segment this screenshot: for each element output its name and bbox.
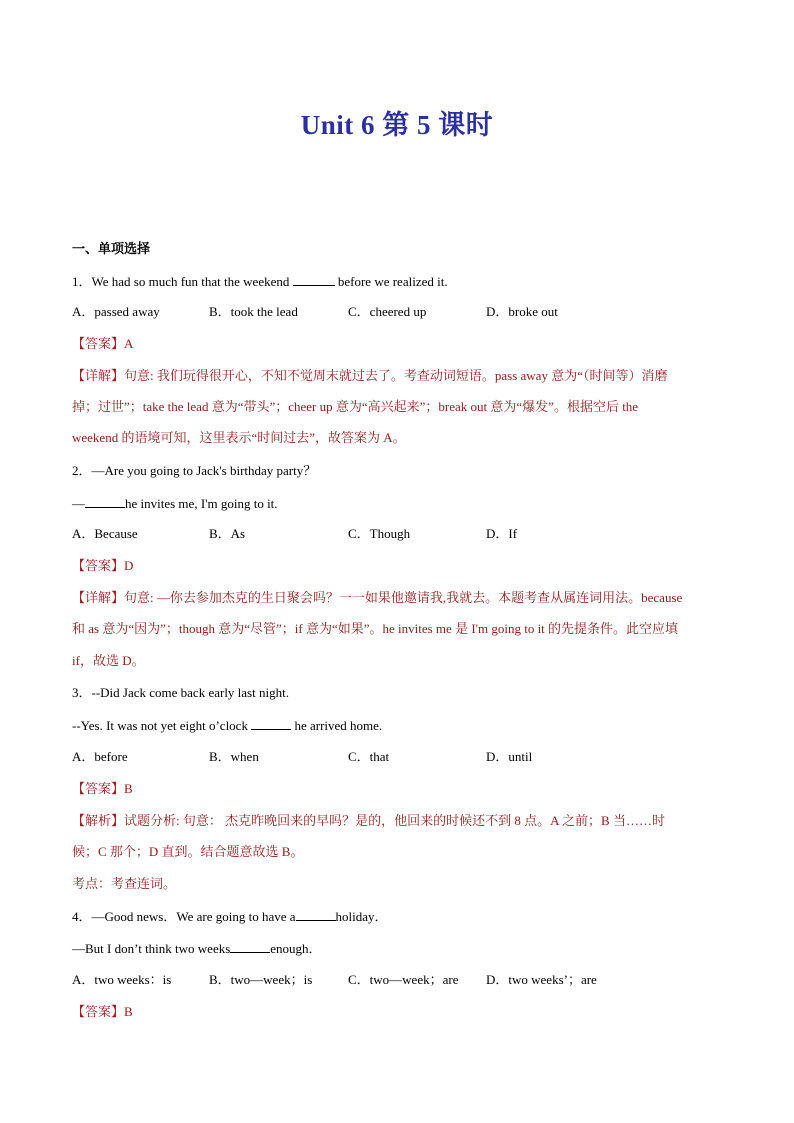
answer-value: A (124, 336, 134, 351)
question-2-reply (72, 493, 278, 514)
explanation-text: 句意: 我们玩得很开心，不知不觉周末就过去了。考查动词短语。pass away 意为“（时间等）消磨 (124, 368, 668, 383)
question-4-text-a: 4．—Good news．We are going to have a (72, 909, 296, 924)
answer-blank (85, 493, 125, 508)
page-title: Unit 6 第 5 课时 (300, 110, 494, 140)
option-a: A．Because (72, 526, 138, 541)
answer-blank (251, 715, 291, 730)
question-3-stem: 3．--Did Jack come back early last night. (72, 685, 289, 700)
explanation-line-1 (72, 588, 682, 608)
question-4-stem (72, 906, 388, 927)
option-d: D．two weeks’；are (486, 972, 597, 987)
explanation-tag: 【解析】 (72, 813, 125, 828)
key-point-line: 考点：考查连词。 (72, 876, 177, 891)
option-d: D．broke out (486, 304, 558, 319)
answer-value: B (124, 1004, 133, 1019)
question-2-text-a: — (72, 496, 85, 511)
question-1-stem (72, 271, 448, 292)
question-1-text-b: before we realized it. (334, 274, 448, 289)
answer-tag: 【答案】 (72, 781, 125, 796)
answer-tag: 【答案】 (72, 1004, 125, 1019)
option-a: A．passed away (72, 304, 160, 319)
section-heading: 一、单项选择 (72, 241, 151, 256)
explanation-line-1 (72, 366, 667, 386)
question-2-stem: 2．—Are you going to Jack's birthday party？ (72, 463, 317, 478)
answer-line (72, 1002, 133, 1022)
option-a: A．before (72, 749, 128, 764)
answer-line (72, 556, 133, 576)
question-3-reply (72, 715, 382, 736)
option-b: B．two—week；is (209, 972, 313, 987)
question-3-text-b: he arrived home. (291, 718, 383, 733)
answer-value: B (124, 781, 133, 796)
explanation-line-2: 掉；过世”；take the lead 意为“带头”；cheer up 意为“高兴起来”；break out 意为“爆发”。根据空后 the (72, 399, 639, 414)
question-4-reply-b: enough． (270, 941, 322, 956)
answer-blank (230, 938, 270, 953)
answer-value: D (124, 558, 134, 573)
answer-blank (293, 271, 335, 286)
explanation-text: 句意: —你去参加杰克的生日聚会吗？一一如果他邀请我,我就去。本题考查从属连词用法。because (124, 590, 683, 605)
option-c: C．that (348, 749, 390, 764)
option-b: B．when (209, 749, 259, 764)
explanation-text: 试题分析: 句意： 杰克昨晚回来的早吗？是的，他回来的时候还不到 8 点。A 之前；B 当……时 (124, 813, 665, 828)
question-4-reply (72, 938, 322, 959)
explanation-line-2: 和 as 意为“因为”；though 意为“尽管”；if 意为“如果”。he invites me 是 I'm going to it 的先提条件。此空应填 (72, 621, 679, 636)
question-2-text-b: he invites me, I'm going to it. (125, 496, 278, 511)
explanation-line-3: weekend 的语境可知，这里表示“时间过去”，故答案为 A。 (72, 430, 406, 445)
option-d: D．until (486, 749, 533, 764)
question-1-text-a: 1．We had so much fun that the weekend (72, 274, 293, 289)
explanation-line-1 (72, 811, 665, 831)
answer-line (72, 779, 133, 799)
explanation-line-2: 候；C 那个；D 直到。结合题意故选 B。 (72, 844, 304, 859)
answer-tag: 【答案】 (72, 558, 125, 573)
option-a: A．two weeks：is (72, 972, 172, 987)
question-4-text-b: holiday． (335, 909, 388, 924)
question-4-reply-a: —But I don’t think two weeks (72, 941, 231, 956)
option-d: D．If (486, 526, 518, 541)
option-c: C．two—week；are (348, 972, 459, 987)
answer-tag: 【答案】 (72, 336, 125, 351)
option-c: C．cheered up (348, 304, 427, 319)
option-b: B．As (209, 526, 246, 541)
option-c: C．Though (348, 526, 411, 541)
answer-line (72, 334, 133, 354)
question-3-text-a: --Yes. It was not yet eight o’clock (72, 718, 252, 733)
explanation-tag: 【详解】 (72, 590, 125, 605)
answer-blank (296, 906, 336, 921)
explanation-line-3: if，故选 D。 (72, 653, 145, 668)
explanation-tag: 【详解】 (72, 368, 125, 383)
option-b: B．took the lead (209, 304, 298, 319)
